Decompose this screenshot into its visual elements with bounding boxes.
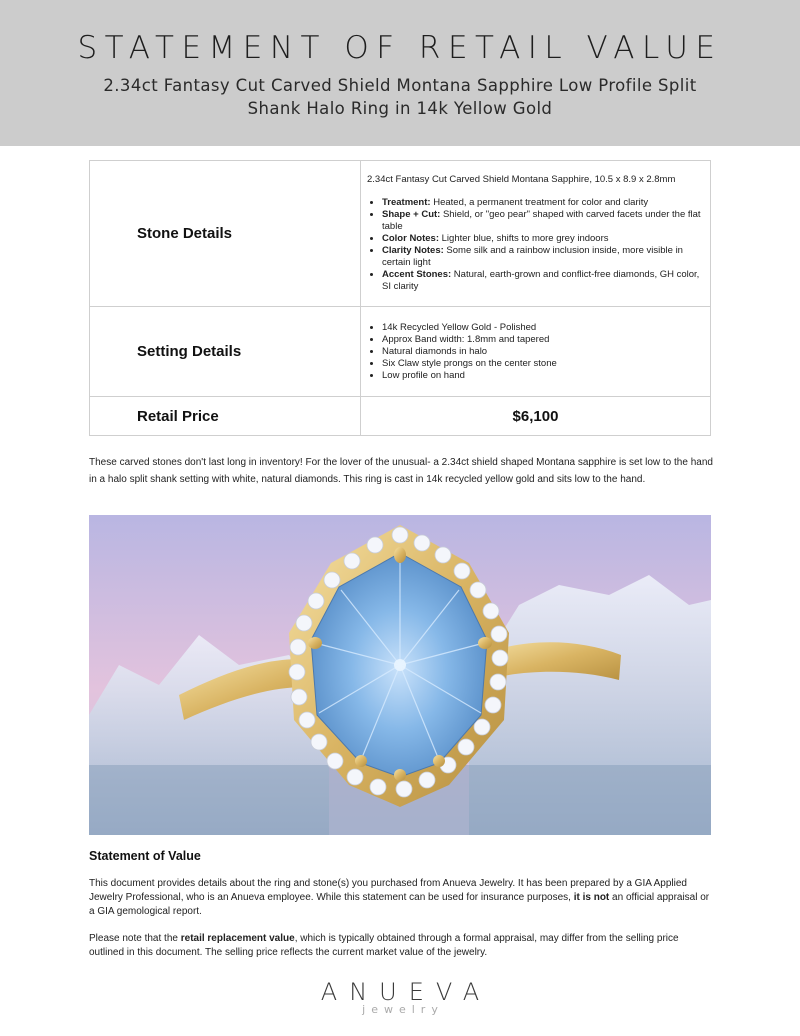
retail-price-value: $6,100 (361, 397, 711, 436)
stone-details-label: Stone Details (90, 161, 361, 307)
list-item (382, 233, 702, 245)
item-text: Heated, a permanent treatment for color and clarity (430, 197, 649, 208)
item-text: Shield, or "geo pear" shaped with carved facets under the flat table (382, 209, 701, 232)
statement-paragraph: Please note that the retail replacement value, which is typically obtained through a formal appraisal, may differ from the selling price outlined in this document. The selling price reflects the current market value of the jewelry. (89, 932, 679, 958)
item-key: Clarity Notes: (382, 245, 444, 256)
ring-photo (89, 515, 711, 835)
item-key: Accent Stones: (382, 269, 452, 280)
list-item: • Approx Band width: 1.8mm and tapered (382, 334, 702, 346)
list-item (382, 269, 702, 293)
item-key: Color Notes: (382, 233, 439, 244)
statement-paragraph: This document provides details about the ring and stone(s) you purchased from Anueva Jewelry. It has been prepared by a GIA Applied Jewelry Professional, who is an Anueva employee. While this statement can be used for insurance purposes, it is not an official appraisal or a GIA gemological report. (89, 878, 710, 918)
item-key: Treatment: (382, 197, 431, 208)
details-table (89, 160, 711, 436)
product-subtitle: 2.34ct Fantasy Cut Carved Shield Montana Sapphire Low Profile Split Shank Halo Ring in 14k Yellow Gold (103, 76, 697, 118)
list-item: • Six Claw style prongs on the center stone (382, 358, 702, 370)
stone-summary: 2.34ct Fantasy Cut Carved Shield Montana Sapphire, 10.5 x 8.9 x 2.8mm (367, 174, 676, 185)
statement-of-value-body (89, 877, 715, 972)
list-item (382, 197, 702, 209)
item-key: Shape + Cut: (382, 209, 441, 220)
stone-details-content (361, 161, 711, 307)
statement-of-value-heading: Statement of Value (89, 849, 201, 863)
retail-price-label: Retail Price (90, 397, 361, 436)
stone-details-list (367, 197, 702, 293)
ring-photo-icon (89, 515, 711, 835)
logo-wordmark: ANUEVA (320, 978, 492, 1006)
list-item (382, 245, 702, 269)
anueva-logo (0, 978, 800, 1016)
item-text: Lighter blue, shifts to more grey indoors (439, 233, 609, 244)
setting-details-list (367, 322, 702, 382)
stone-details-row (90, 161, 711, 307)
product-description: These carved stones don't last long in inventory! For the lover of the unusual- a 2.34ct shield shaped Montana sapphire is set low to the hand in a halo split shank setting with white, natural diamonds. This ring is cast in 14k recycled yellow gold and sits low to the hand. (89, 457, 713, 485)
item-text: Some silk and a rainbow inclusion inside, more visible in certain light (382, 245, 683, 268)
list-item: • 14k Recycled Yellow Gold - Polished (382, 322, 702, 334)
logo-subtitle: jewelry (362, 1003, 444, 1016)
page-header (0, 0, 800, 146)
setting-details-content (361, 307, 711, 397)
list-item: • Natural diamonds in halo (382, 346, 702, 358)
setting-details-label: Setting Details (90, 307, 361, 397)
document-title: STATEMENT OF RETAIL VALUE (77, 30, 723, 66)
setting-details-row (90, 307, 711, 397)
list-item: • Low profile on hand (382, 370, 702, 382)
list-item (382, 209, 702, 233)
retail-price-row (90, 397, 711, 436)
item-text: Natural, earth-grown and conflict-free diamonds, GH color, SI clarity (382, 269, 700, 292)
